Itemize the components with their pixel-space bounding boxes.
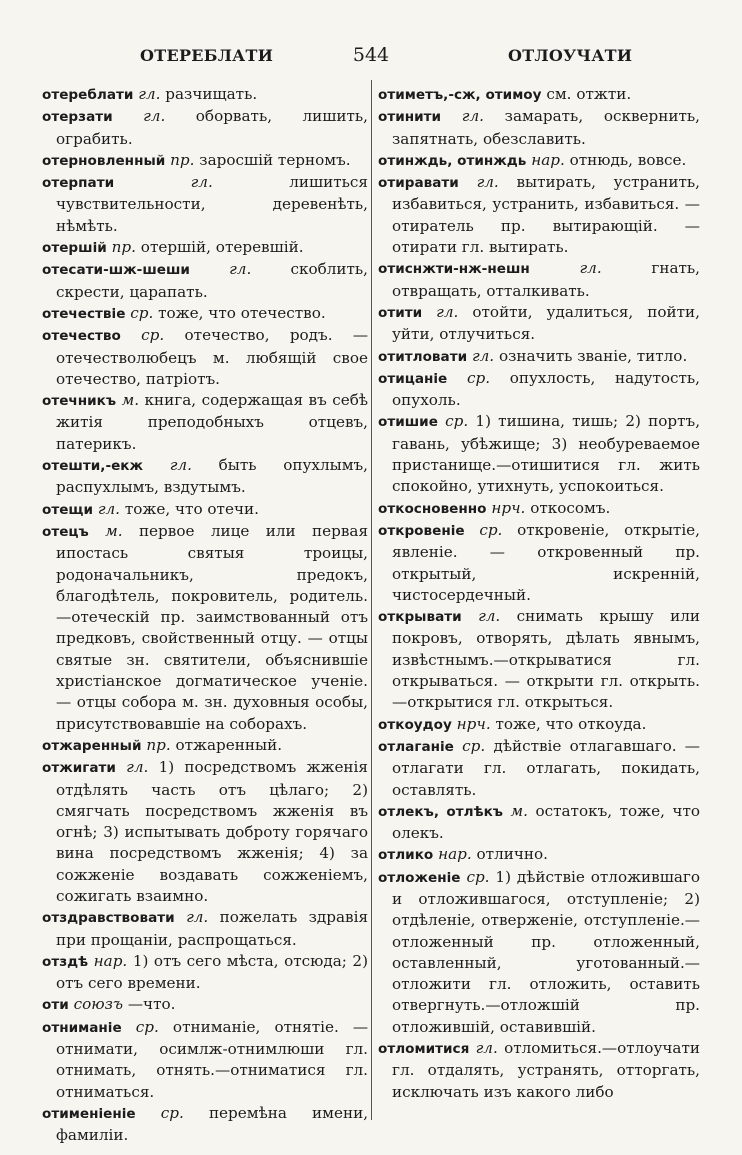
entry-headword: отесати-шж-шеши bbox=[42, 262, 190, 279]
dictionary-entry bbox=[42, 84, 368, 106]
entry-headword: открывати bbox=[378, 609, 462, 626]
dictionary-entry bbox=[378, 411, 700, 497]
entry-headword: отитловати bbox=[378, 348, 468, 365]
entry-grammar-label: ср. bbox=[160, 1103, 184, 1122]
entry-headword: отинждь, отинждь bbox=[378, 152, 527, 169]
entry-grammar-label: гл. bbox=[475, 1039, 498, 1058]
entry-headword: отлаганіе bbox=[378, 738, 454, 755]
entry-headword: отиметъ,-сж, отимоу bbox=[378, 87, 542, 103]
entry-headword: отечникъ bbox=[42, 393, 117, 410]
entry-grammar-label: гл. bbox=[478, 607, 501, 626]
entry-headword: отишие bbox=[378, 414, 438, 431]
dictionary-entry bbox=[378, 606, 700, 713]
entry-headword: отещи bbox=[42, 501, 93, 518]
entry-grammar-label: пр. bbox=[170, 150, 195, 169]
dictionary-entry bbox=[42, 735, 368, 757]
entry-headword: отздравствовати bbox=[42, 910, 175, 927]
entry-headword: отломитися bbox=[378, 1041, 470, 1058]
entry-headword: отздѣ bbox=[42, 953, 89, 970]
dictionary-entry bbox=[42, 150, 368, 172]
dictionary-entry bbox=[42, 303, 368, 325]
entry-headword: откоудоу bbox=[378, 716, 452, 733]
entry-definition: см. отжти. bbox=[546, 85, 632, 103]
entry-definition: отойти, удалиться, пойти, уйти, отлучиться. bbox=[392, 302, 701, 344]
dictionary-entry bbox=[42, 1017, 368, 1103]
entry-grammar-label: ср. bbox=[141, 326, 165, 345]
entry-definition: 1) тишина, тишь; 2) портъ, гавань, убѣжище; 3) необуреваемое пристанище.—отишитися гл. жить спокойно, утихнуть, успокоиться. bbox=[392, 412, 701, 496]
dictionary-entry bbox=[42, 455, 368, 499]
entry-definition: дѣйствіе отлагавшаго. — отлагати гл. отлагать, покидать, оставлять. bbox=[392, 736, 700, 799]
entry-definition: отжаренный. bbox=[175, 735, 283, 754]
entry-grammar-label: гл. bbox=[579, 259, 602, 278]
entry-definition: отечество, родъ. — отечестволюбецъ м. любящій свое отечество, патріотъ. bbox=[56, 326, 369, 388]
entry-definition: перемѣна имени, фамиліи. bbox=[56, 1103, 369, 1145]
entry-definition: первое лице или первая ипостась святыя троицы, родоначальникъ, предокъ, благодѣтель, покровитель, родитель.—отеческій пр. заимствованный отъ предковъ, свойственный отцу. — отцы святые зн. святители, объяснившіе христіанское догматическое ученіе. — отцы собора м. зн. духовныя особы, присутствовавшіе на соборахъ. bbox=[56, 521, 369, 733]
dictionary-entry bbox=[378, 1038, 700, 1103]
dictionary-entry bbox=[378, 368, 700, 412]
entry-grammar-label: гл. bbox=[138, 85, 161, 103]
dictionary-entry bbox=[378, 844, 700, 866]
entry-definition: книга, содержащая въ себѣ житія преподобныхъ отцевъ, патерикъ. bbox=[56, 391, 369, 453]
entry-grammar-label: м. bbox=[510, 801, 528, 820]
entry-definition: лишиться чувствительности, деревенѣть, нѣмѣть. bbox=[56, 173, 369, 235]
entry-definition: тоже, что откоуда. bbox=[495, 714, 647, 733]
left-column bbox=[42, 84, 369, 1145]
dictionary-entry bbox=[42, 325, 368, 390]
entry-grammar-label: ср. bbox=[466, 867, 490, 886]
entry-definition: откосомъ. bbox=[530, 498, 611, 517]
dictionary-entry bbox=[378, 736, 700, 801]
entry-definition: отломиться.—отлоучати гл. отдалять, устранять, отторгать, исключать изъ какого либо bbox=[392, 1039, 701, 1101]
entry-headword: отечество bbox=[42, 328, 121, 345]
dictionary-entry bbox=[378, 106, 700, 150]
entry-grammar-label: ср. bbox=[135, 1017, 159, 1036]
entry-grammar-label: нар. bbox=[93, 951, 128, 970]
dictionary-entry bbox=[378, 302, 700, 346]
entry-definition: оборвать, лишить, ограбить. bbox=[56, 107, 369, 148]
entry-grammar-label: пр. bbox=[146, 735, 171, 754]
dictionary-entry bbox=[42, 521, 368, 735]
entry-grammar-label: ср. bbox=[130, 303, 154, 322]
entry-definition: замарать, осквернить, запятнать, обезславить. bbox=[392, 107, 700, 148]
entry-headword: отжигати bbox=[42, 760, 116, 777]
dictionary-entry bbox=[42, 907, 368, 951]
entry-grammar-label: ср. bbox=[462, 736, 486, 755]
entry-definition: снимать крышу или покровъ, отворять, дѣлать явнымъ, извѣстнымъ.—открыватися гл. открываться. — открыти гл. открыть. —открытися гл. открыться. bbox=[392, 607, 701, 712]
dictionary-entry bbox=[378, 498, 700, 520]
entry-definition: откровеніе, открытіе, явленіе. — откровенный пр. открытый, искренній, чистосердечный. bbox=[392, 520, 700, 604]
entry-definition: 1) отъ сего мѣста, отсюда; 2) отъ сего времени. bbox=[56, 951, 369, 993]
entry-headword: отиравати bbox=[378, 175, 459, 192]
entry-grammar-label: гл. bbox=[461, 107, 484, 126]
entry-grammar-label: нрч. bbox=[491, 498, 526, 517]
dictionary-entry bbox=[42, 172, 368, 237]
entry-definition: скоблить, скрести, царапать. bbox=[56, 260, 369, 301]
entry-grammar-label: гл. bbox=[229, 260, 252, 279]
entry-headword: отереблати bbox=[42, 87, 134, 103]
entry-headword: отименіеніе bbox=[42, 1105, 136, 1122]
entry-headword: отиснжти-нж-нешн bbox=[378, 261, 530, 278]
entry-headword: отецъ bbox=[42, 523, 89, 540]
page-header bbox=[0, 40, 742, 70]
entry-definition: пожелать здравія при прощаніи, распрощаться. bbox=[56, 908, 369, 949]
dictionary-entry bbox=[378, 346, 700, 368]
dictionary-entry bbox=[42, 259, 368, 303]
dictionary-entry bbox=[42, 951, 368, 995]
entry-grammar-label: нар. bbox=[531, 150, 565, 169]
entry-headword: отложеніе bbox=[378, 869, 461, 886]
entry-grammar-label: ср. bbox=[466, 368, 491, 387]
dictionary-entry bbox=[42, 237, 368, 259]
entry-definition: остатокъ, тоже, что олекъ. bbox=[392, 801, 700, 843]
entry-definition: разчищать. bbox=[165, 85, 258, 103]
entry-headword: отлико bbox=[378, 847, 434, 864]
entry-definition: быть опухлымъ, распухлымъ, вздутымъ. bbox=[56, 456, 369, 497]
entry-definition: гнать, отвращать, отталкивать. bbox=[392, 259, 701, 300]
entry-headword: отешти,-екж bbox=[42, 458, 144, 475]
entry-headword: откосновенно bbox=[378, 500, 487, 517]
dictionary-entry bbox=[42, 499, 368, 521]
dictionary-entry bbox=[42, 390, 368, 455]
right-column bbox=[378, 84, 700, 1124]
dictionary-entry bbox=[42, 994, 368, 1016]
entry-headword: отити bbox=[378, 304, 423, 321]
entry-grammar-label: гл. bbox=[471, 346, 495, 365]
entry-definition: опухлость, надутость, опухоль. bbox=[392, 368, 701, 410]
entry-grammar-label: гл. bbox=[126, 758, 149, 777]
dictionary-entry bbox=[378, 258, 700, 302]
dictionary-entry bbox=[378, 172, 700, 258]
entry-grammar-label: гл. bbox=[97, 499, 121, 518]
entry-grammar-label: пр. bbox=[111, 238, 136, 257]
column-divider bbox=[371, 80, 372, 1120]
entry-definition: тоже, что отечи. bbox=[124, 499, 259, 518]
entry-definition: 1) посредствомъ жженія отдѣлять часть отъ цѣлаго; 2) смягчать посредствомъ жженія въ огнѣ; 3) испытывать доброту горячаго вина посредствомъ жженія; 4) за сожженіе воздавать сожженіемъ, сожигать взаимно. bbox=[56, 758, 368, 905]
entry-grammar-label: союзъ bbox=[73, 995, 124, 1014]
entry-definition: отниманіе, отнятіе. — отнимати, осимлж-отнимлюши гл. отнимать, отнять.—отниматися гл. отниматься. bbox=[56, 1017, 369, 1101]
entry-headword: отерновленный bbox=[42, 152, 166, 169]
dictionary-entry bbox=[378, 714, 700, 736]
entry-grammar-label: гл. bbox=[143, 107, 166, 126]
page-number: 544 bbox=[352, 44, 390, 66]
dictionary-entry bbox=[378, 150, 700, 172]
entry-definition: отлично. bbox=[476, 845, 548, 864]
entry-grammar-label: нар. bbox=[438, 845, 472, 864]
entry-headword: отерпати bbox=[42, 175, 115, 192]
entry-headword: отечествіе bbox=[42, 305, 126, 322]
entry-headword: откровеніе bbox=[378, 522, 465, 539]
dictionary-entry bbox=[378, 84, 700, 106]
entry-grammar-label: ср. bbox=[479, 520, 503, 539]
dictionary-entry bbox=[378, 867, 700, 1038]
entry-grammar-label: гл. bbox=[476, 173, 499, 192]
entry-definition: 1) дѣйствіе отложившаго и отложившагося, отступленіе; 2) отдѣленіе, отверженіе, отступленіе.—отложенный пр. отложенный, оставленный, уготованный.— отложити гл. отложить, оставить отвергнуть.—отложшій пр. отложившій, оставившій. bbox=[392, 867, 701, 1036]
dictionary-entry bbox=[42, 106, 368, 150]
entry-grammar-label: гл. bbox=[169, 456, 192, 475]
entry-definition: тоже, что отечество. bbox=[158, 303, 326, 322]
entry-grammar-label: нрч. bbox=[456, 714, 491, 733]
entry-headword: отершій bbox=[42, 240, 107, 257]
entry-definition: вытирать, устранить, избавиться, устранить, избавиться. — отиратель пр. вытирающій. — отирати гл. вытирать. bbox=[392, 173, 701, 257]
header-left-catchword: ОТЕРЕБЛАТИ bbox=[140, 46, 274, 65]
entry-grammar-label: м. bbox=[121, 391, 140, 410]
dictionary-entry bbox=[42, 757, 368, 907]
dictionary-entry bbox=[378, 801, 700, 845]
entry-definition: отершій, отеревшій. bbox=[140, 238, 304, 257]
dictionary-entry bbox=[42, 1103, 368, 1147]
entry-grammar-label: ср. bbox=[445, 412, 469, 431]
dictionary-entry bbox=[378, 520, 700, 606]
entry-headword: отжаренный bbox=[42, 737, 142, 754]
header-right-catchword: ОТЛОУЧАТИ bbox=[508, 46, 633, 65]
entry-grammar-label: гл. bbox=[186, 908, 209, 927]
entry-grammar-label: гл. bbox=[190, 173, 213, 192]
entry-definition: заросшій терномъ. bbox=[199, 150, 351, 169]
entry-headword: отинити bbox=[378, 109, 442, 126]
entry-headword: отлекъ, отлѣкъ bbox=[378, 803, 504, 820]
entry-headword: отерзати bbox=[42, 109, 113, 126]
entry-definition: означить званіе, титло. bbox=[498, 346, 688, 365]
entry-grammar-label: м. bbox=[105, 521, 123, 540]
entry-headword: отниманіе bbox=[42, 1019, 122, 1036]
entry-definition: отнюдь, вовсе. bbox=[569, 150, 687, 169]
entry-grammar-label: гл. bbox=[436, 302, 459, 321]
entry-headword: отицаніе bbox=[378, 370, 448, 387]
entry-headword: оти bbox=[42, 997, 69, 1014]
entry-definition: —что. bbox=[127, 995, 176, 1014]
